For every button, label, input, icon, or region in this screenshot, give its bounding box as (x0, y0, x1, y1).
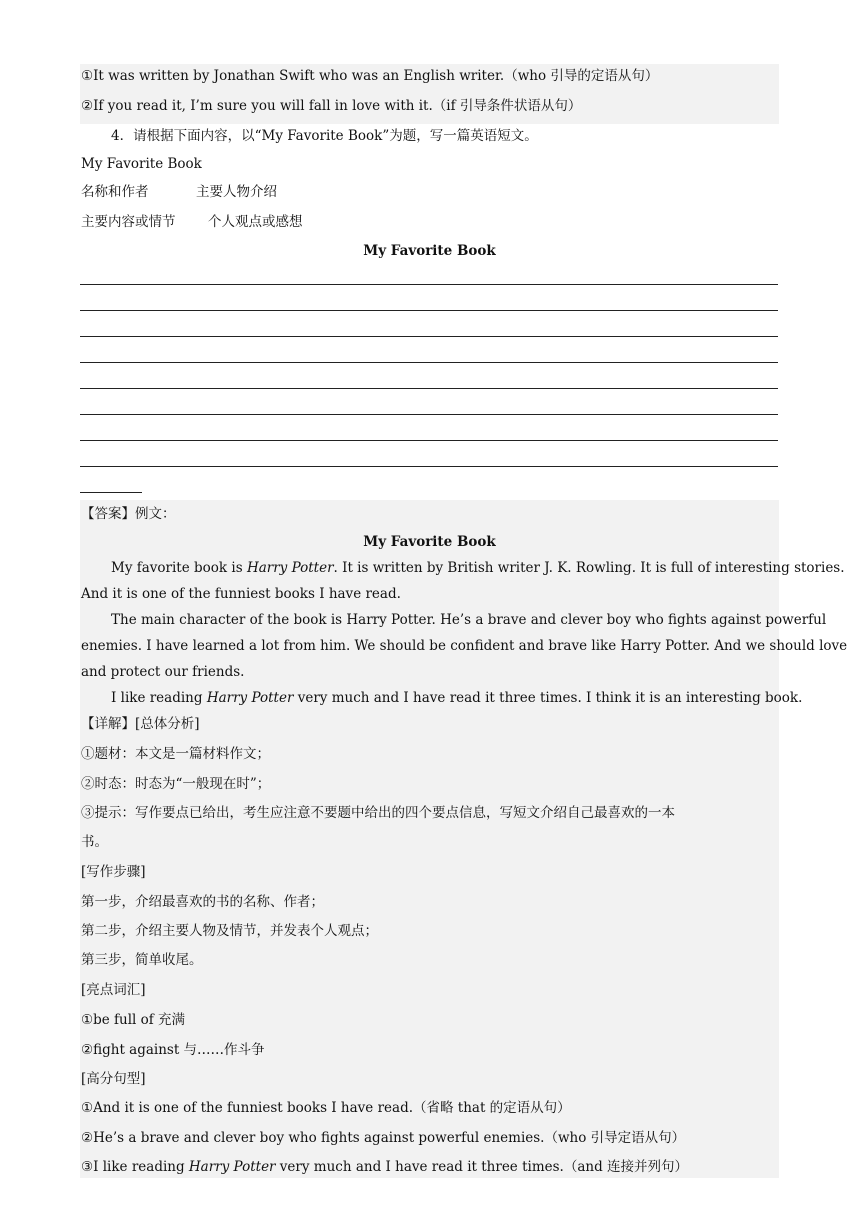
sentence-3-after: very much and I have read it three times.（and 连接并列句） (275, 1159, 689, 1175)
writing-line (80, 336, 778, 337)
answer-p3-after: very much and I have read it three times. I think it is an interesting book. (293, 690, 803, 706)
essay-title: My Favorite Book (363, 243, 496, 259)
writing-line (80, 284, 778, 285)
answer-p3 (111, 688, 802, 708)
writing-line (80, 362, 778, 363)
answer-p1-before: My favorite book is (111, 560, 247, 576)
step-2: 第二步，介绍主要人物及情节，并发表个人观点； (81, 923, 378, 939)
answer-p1-after: . It is written by British writer J. K. Rowling. It is full of interesting stories. (333, 560, 845, 576)
sentence-3 (81, 1157, 688, 1177)
answer-p2-line2: enemies. I have learned a lot from him. We should be confident and brave like Harry Potter. And we should love (81, 638, 848, 654)
sentence-2: ②He’s a brave and clever boy who fights against powerful enemies.（who 引导定语从句） (81, 1130, 686, 1146)
analysis-item-3-line1: ③提示：写作要点已给出，考生应注意不要题中给出的四个要点信息，写短文介绍自己最喜欢的一本 (81, 805, 675, 821)
writing-line (80, 414, 778, 415)
step-3: 第三步，简单收尾。 (81, 952, 203, 968)
answer-p2-line3: and protect our friends. (81, 664, 245, 680)
sentence-3-before: ③I like reading (81, 1159, 189, 1175)
answer-p1-line1 (111, 558, 845, 578)
hint-main-characters: 主要人物介绍 (196, 184, 277, 200)
vocab-label: [亮点词汇] (81, 982, 146, 998)
analysis-item-2: ②时态：时态为“一般现在时”； (81, 776, 271, 792)
writing-line-short (80, 492, 142, 493)
answer-p1-book: Harry Potter (246, 560, 334, 576)
analysis-item-1: ①题材：本文是一篇材料作文； (81, 746, 270, 762)
answer-p3-before: I like reading (111, 690, 207, 706)
sentence-1: ①And it is one of the funniest books I have read.（省略 that 的定语从句） (81, 1100, 571, 1116)
vocab-1: ①be full of 充满 (81, 1012, 186, 1028)
answer-label: 【答案】例文： (81, 506, 176, 522)
answer-p1-line2: And it is one of the funniest books I have read. (81, 586, 401, 602)
writing-line (80, 440, 778, 441)
top-line-2: ②If you read it, I’m sure you will fall in love with it.（if 引导条件状语从句） (81, 98, 582, 114)
sentence-3-book: Harry Potter (188, 1159, 276, 1175)
writing-line (80, 388, 778, 389)
vocab-2: ②fight against 与……作斗争 (81, 1042, 265, 1058)
answer-p3-book: Harry Potter (206, 690, 294, 706)
step-1: 第一步，介绍最喜欢的书的名称、作者； (81, 894, 324, 910)
top-line-1: ①It was written by Jonathan Swift who was an English writer.（who 引导的定语从句） (81, 68, 659, 84)
task-topic: My Favorite Book (81, 156, 202, 172)
steps-label: [写作步骤] (81, 864, 146, 880)
writing-line (80, 310, 778, 311)
analysis-item-3-line2: 书。 (81, 834, 108, 850)
sentences-label: [高分句型] (81, 1071, 146, 1087)
writing-line (80, 466, 778, 467)
hint-plot: 主要内容或情节 (81, 214, 176, 230)
hint-opinion: 个人观点或感想 (208, 214, 303, 230)
analysis-label: 【详解】[总体分析] (81, 716, 200, 732)
answer-title: My Favorite Book (363, 534, 496, 550)
answer-p2-line1: The main character of the book is Harry Potter. He’s a brave and clever boy who fights against powerful (111, 612, 827, 628)
hint-name-author: 名称和作者 (81, 184, 149, 200)
task-instruction: 4．请根据下面内容，以“My Favorite Book”为题，写一篇英语短文。 (111, 128, 538, 144)
